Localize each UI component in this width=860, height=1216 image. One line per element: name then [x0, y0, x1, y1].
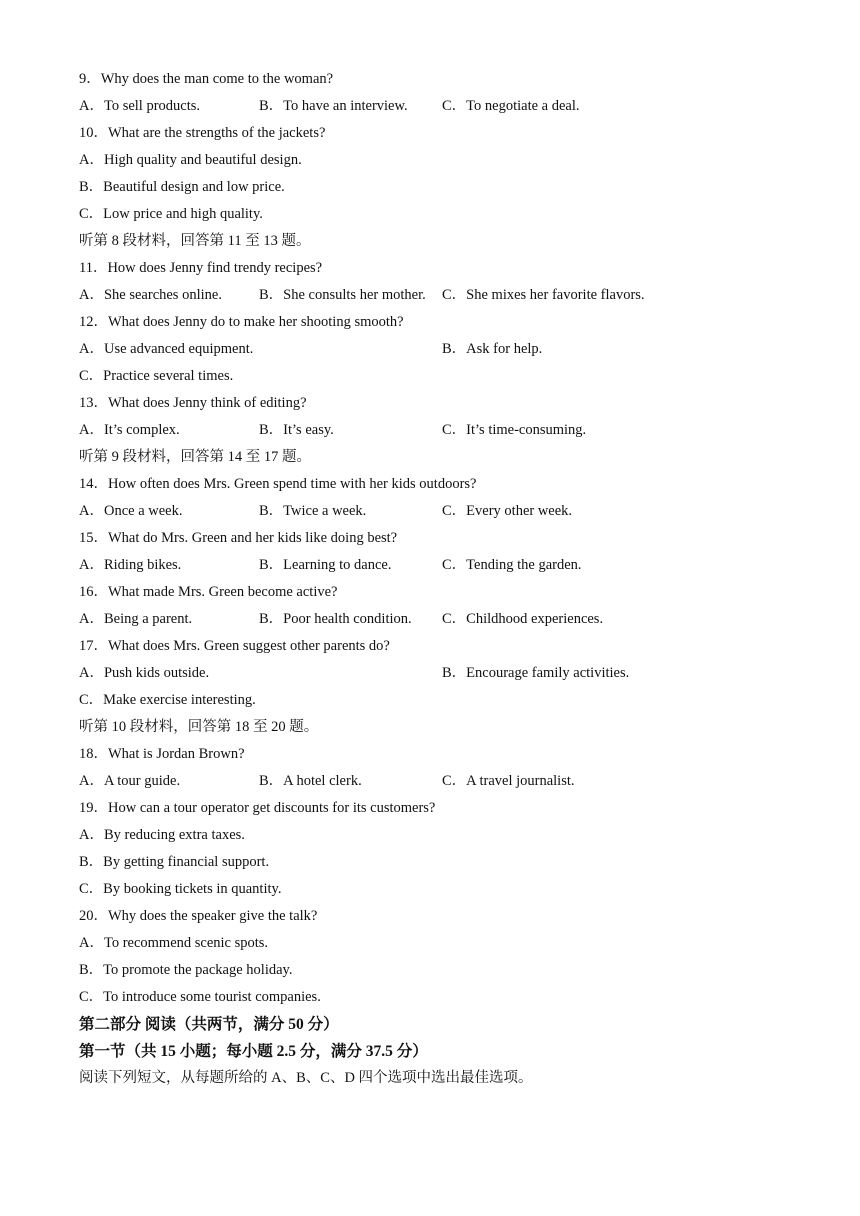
text-line: C．Low price and high quality. — [79, 206, 263, 222]
option-text: B．Ask for help. — [442, 341, 543, 357]
option-text: A．A tour guide. — [79, 773, 181, 789]
option-text: B．It’s easy. — [259, 422, 334, 438]
option-text: B．A hotel clerk. — [259, 773, 362, 789]
option-text: A．Once a week. — [79, 503, 183, 519]
text-line: 阅读下列短文，从每题所给的 A、B、C、D 四个选项中选出最佳选项。 — [79, 1070, 533, 1086]
option-text: A．Push kids outside. — [79, 665, 210, 681]
option-text: A．Being a parent. — [79, 611, 193, 627]
text-line: 听第 8 段材料，回答第 11 至 13 题。 — [79, 233, 311, 249]
text-line: 12．What does Jenny do to make her shooting smooth? — [79, 314, 404, 330]
option-text: B．She consults her mother. — [259, 287, 426, 303]
text-line: B．Beautiful design and low price. — [79, 179, 285, 195]
option-text: A．Use advanced equipment. — [79, 341, 254, 357]
text-line: A．High quality and beautiful design. — [79, 152, 302, 168]
text-line: C．By booking tickets in quantity. — [79, 881, 282, 897]
option-text: C．It’s time-consuming. — [442, 422, 587, 438]
option-text: C．Tending the garden. — [442, 557, 582, 573]
text-line: 18．What is Jordan Brown? — [79, 746, 245, 762]
text-line: 听第 10 段材料，回答第 18 至 20 题。 — [79, 719, 319, 735]
text-line: 13．What does Jenny think of editing? — [79, 395, 307, 411]
option-text: C．Every other week. — [442, 503, 573, 519]
option-text: C．She mixes her favorite flavors. — [442, 287, 645, 303]
text-line: A．To recommend scenic spots. — [79, 935, 269, 951]
option-text: C．Childhood experiences. — [442, 611, 604, 627]
option-text: C．To negotiate a deal. — [442, 98, 580, 114]
option-text: B．Encourage family activities. — [442, 665, 630, 681]
text-line: C．To introduce some tourist companies. — [79, 989, 321, 1005]
option-text: C．A travel journalist. — [442, 773, 575, 789]
text-line: B．To promote the package holiday. — [79, 962, 293, 978]
option-text: B．Poor health condition. — [259, 611, 412, 627]
text-line: 11．How does Jenny find trendy recipes? — [79, 260, 323, 276]
text-line: 16．What made Mrs. Green become active? — [79, 584, 338, 600]
section-heading: 第一节（共 15 小题；每小题 2.5 分，满分 37.5 分） — [79, 1043, 428, 1060]
option-text: A．It’s complex. — [79, 422, 180, 438]
text-line: 9．Why does the man come to the woman? — [79, 71, 334, 87]
text-line: 20．Why does the speaker give the talk? — [79, 908, 318, 924]
text-line: C．Practice several times. — [79, 368, 234, 384]
text-line: 19．How can a tour operator get discounts for its customers? — [79, 800, 436, 816]
text-line: 听第 9 段材料，回答第 14 至 17 题。 — [79, 449, 311, 465]
section-heading: 第二部分 阅读（共两节，满分 50 分） — [79, 1016, 339, 1033]
option-text: B．Twice a week. — [259, 503, 367, 519]
text-line: 14．How often does Mrs. Green spend time with her kids outdoors? — [79, 476, 477, 492]
text-line: 17．What does Mrs. Green suggest other parents do? — [79, 638, 390, 654]
option-text: B．Learning to dance. — [259, 557, 392, 573]
text-line: 10．What are the strengths of the jackets? — [79, 125, 326, 141]
option-text: A．She searches online. — [79, 287, 222, 303]
text-line: 15．What do Mrs. Green and her kids like doing best? — [79, 530, 398, 546]
text-line: C．Make exercise interesting. — [79, 692, 256, 708]
text-line: A．By reducing extra taxes. — [79, 827, 245, 843]
option-text: A．Riding bikes. — [79, 557, 182, 573]
option-text: B．To have an interview. — [259, 98, 408, 114]
option-text: A．To sell products. — [79, 98, 201, 114]
text-line: B．By getting financial support. — [79, 854, 270, 870]
